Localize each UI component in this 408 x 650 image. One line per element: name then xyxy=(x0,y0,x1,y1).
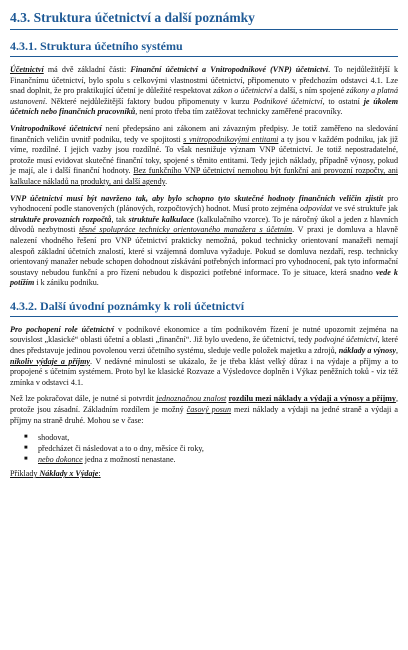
paragraph-role xyxy=(10,325,398,389)
text-run: . xyxy=(165,176,168,186)
term-zakon: zákon o účetnictví xyxy=(213,86,272,96)
term-vnp: Vnitropodnikové účetnictví xyxy=(10,123,102,133)
term-budget-structure: struktuře provozních rozpočtů xyxy=(10,214,112,224)
term-double-entry: podvojné účetnictví xyxy=(314,335,378,345)
subsection-heading-1: 4.3.1. Struktura účetního systému xyxy=(10,39,398,57)
term-costs-revenues: náklady a výnosy xyxy=(338,346,396,356)
term-task: je úkolem účetních nebo finančních pracovníků xyxy=(10,96,398,117)
term-entities: s vnitropodnikovými entitami xyxy=(183,134,279,144)
term-not-expenses: nikoliv výdaje a příjmy xyxy=(10,356,91,366)
bullet-list xyxy=(10,432,398,465)
text-run: . Některé nejdůležitější faktory budou připomenuty v kurzu xyxy=(45,96,254,106)
text-run: v podnikové ekonomice a tím podnikovém řízení je nutné upozornit zejména na souvislost „klasické“ oblasti účetní a oblasti „finanční“. Již bylo uvedeno, že účetnictví, tedy xyxy=(10,324,398,345)
paragraph-vnp-design xyxy=(10,194,398,289)
term-costs-vs-expenses: Náklady x Výdaje xyxy=(39,469,99,479)
text-run: Příklady xyxy=(10,469,40,479)
paragraph-examples xyxy=(10,469,398,480)
text-run: , protože jsou zásadní. Základním rozdílem je možný xyxy=(10,394,398,415)
text-run: , tak xyxy=(111,214,129,224)
section-heading: 4.3. Struktura účetnictví a další poznámky xyxy=(10,10,398,30)
text-run: mezi náklady a výdaji na jedné straně a výdaji a příjmy na straně druhé. Mohou se v čase: xyxy=(10,405,398,425)
text-run: . To nejdůležitější k Finančnímu účetnictví, bylo spolu s celkovými vlastnostmi účetnictví, připomenuto v předchozím odstavci 4.1. Lze snad doplnit, že pro praktikující účetní je důležité respektovat xyxy=(10,65,399,96)
list-item xyxy=(38,454,398,465)
list-item-text: jedna z možností nenastane. xyxy=(82,455,176,465)
text-run: . V praxi je domluva a hlavně nalezení vhodného řešení pro VNP účetnictví prakticky nemožná, pokud technicky orientovaní manažeři nemají alespoň základní účetních znalostí, které si vzájemná domluva vyžaduje. Pokud se domluva nezdaří, resp. technicky orientovaný manažer nebude schopen dohodnout získávání potřebných informací pro vyhodnocení, pak tyto informační soustavy nebudou funkční a pro řízení nebudou k dispozici potřebné informace. To je situace, která snadno xyxy=(10,225,398,277)
term-trouble: vede k potížím xyxy=(10,267,398,288)
term-difference: rozdílu mezi náklady a výdaji a výnosy a příjmy xyxy=(228,394,396,404)
term-course: Podnikové účetnictví xyxy=(253,96,323,106)
text-run: . V nedávné minulosti se ukázalo, že je třeba klást velký důraz i na výdaje a příjmy a to propojené s účetním systémem. Proto byl ke klasické Rozvaze a Výsledovce doplněn i Výkaz peněžních toků - viz též zmínka v odstavci 4.1. xyxy=(10,356,398,387)
text-run: , není proto třeba tím zatěžovat technicky zaměřené pracovníky. xyxy=(135,107,343,117)
list-item xyxy=(38,443,398,454)
term-parts: Finanční účetnictví a Vnitropodnikové (VNP) účetnictví xyxy=(130,65,329,74)
term-knowledge: jednoznačnou znalost xyxy=(156,394,227,404)
list-item-text: shodovat, xyxy=(38,433,70,443)
paragraph-difference xyxy=(10,394,398,426)
text-run: , které dnes představuje jedinou povolenou verzi účetního systému, sleduje vedle položek majetku a zdrojů, xyxy=(10,335,399,356)
list-item-text: předcházet či následovat a to o dny, měsíce či roky, xyxy=(38,444,204,454)
term-functional: Bez funkčního VNP účetnictví nemohou být funkční ani provozní rozpočty, ani kalkulace nákladů na produkty, ani další agendy xyxy=(10,166,398,186)
term-time-shift: časový posun xyxy=(186,405,232,415)
term-vnp-must: VNP účetnictví musí být navrženo tak, aby bylo schopno tyto skutečné hodnoty finančních veličin zjistit xyxy=(10,193,384,203)
term-odpovidat: odpovídat xyxy=(299,204,333,214)
text-run: Než lze pokračovat dále, je nutné si potvrdit xyxy=(10,394,157,404)
text-run: (kalkulačního vzorce). To je náročný úkol a jeden z hlavních důvodů nezbytnosti xyxy=(10,214,398,235)
paragraph-accounting-parts xyxy=(10,65,398,118)
term-cooperation: těsné spolupráce technicky orientovaného manažera s účetním xyxy=(79,225,293,235)
term-calculation-structure: struktuře kalkulace xyxy=(128,214,195,224)
term-ucetnictvi: Účetnictví xyxy=(10,65,44,74)
list-item-emphasis: nebo dokonce xyxy=(38,455,83,465)
text-run: i k zániku podniku. xyxy=(34,278,99,288)
term-role: Pro pochopení role účetnictví xyxy=(10,324,115,334)
text-run: není předepsáno ani zákonem ani závazným předpisy. Je totiž zaměřeno na sledování finančních veličin uvnitř podniku, tedy ve spojitosti xyxy=(10,123,399,144)
paragraph-vnp xyxy=(10,124,398,188)
text-run: , to ostatní xyxy=(322,96,364,106)
list-item xyxy=(38,432,398,443)
text-run: , xyxy=(395,346,398,356)
text-run: a ty jsou v každém podniku, jak již víme, rozdílné. I jejich vazby jsou rozdílné. To však nesnižuje význam VNP účetnictví. Je totiž nepostradatelné, protože musí evidovat skutečné finanční toky, spojené s těmito entitami. Tedy jejich náklady, případně výnosy, pokud je mají, ale i další finanční hodnoty. xyxy=(10,134,399,176)
text-run: ve své struktuře jak xyxy=(332,204,398,214)
text-run: má dvě základní části: xyxy=(43,65,131,74)
text-run: : xyxy=(98,469,101,479)
subsection-heading-2: 4.3.2. Další úvodní poznámky k roli účetnictví xyxy=(10,299,398,317)
text-run: a další, s ním spojené xyxy=(271,86,347,96)
text-run: pro vyhodnocení podle stanovených (plánových, rozpočtových) hodnot. Musí proto zejména xyxy=(10,193,399,214)
term-zakony: zákony a platná ustanovení xyxy=(10,86,398,106)
